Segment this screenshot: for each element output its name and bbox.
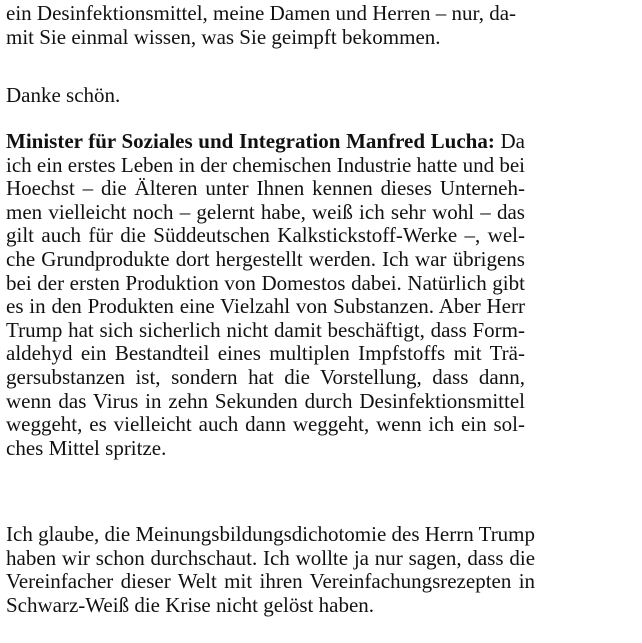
paragraph-continuation bbox=[6, 2, 516, 49]
text-line: gilt auch für die Süddeutschen Kalkstickstoff-Werke –, wel- bbox=[6, 223, 525, 248]
text-line: Hoechst – die Älteren unter Ihnen kennen dieses Unterneh- bbox=[6, 176, 525, 201]
text-line: Trump hat sich sicherlich nicht damit beschäftigt, dass Form- bbox=[6, 317, 525, 342]
text-line: es in den Produkten eine Vielzahl von Substanzen. Aber Herr bbox=[6, 294, 525, 319]
text-line: men vielleicht noch – gelernt habe, weiß ich sehr wohl – das bbox=[6, 199, 525, 224]
text-line: che Grundprodukte dort hergestellt werden. Ich war übrigens bbox=[6, 246, 525, 271]
text-line: gersubstanzen ist, sondern hat die Vorstellung, dass dann, bbox=[6, 364, 525, 389]
text-line: haben wir schon durchschaut. Ich wollte ja nur sagen, dass die bbox=[6, 545, 536, 570]
text-fragment: Da bbox=[494, 129, 525, 153]
text-line: weggeht, es vielleicht auch dann weggeht, wenn ich ein sol- bbox=[6, 412, 525, 437]
text-line: aldehyd ein Bestandteil eines multiplen Impfstoffs mit Trä- bbox=[6, 341, 525, 366]
text-line: Vereinfacher dieser Welt mit ihren Vereinfachungsrezepten in bbox=[6, 569, 536, 594]
text-line: Schwarz-Weiß die Krise nicht gelöst haben. bbox=[6, 592, 375, 617]
paragraph-thanks bbox=[6, 84, 120, 108]
text-line: mit Sie einmal wissen, was Sie geimpft bekommen. bbox=[6, 24, 441, 49]
text-line: ches Mittel spritze. bbox=[6, 435, 167, 460]
text-line: wenn das Virus in zehn Sekunden durch Desinfektionsmittel bbox=[6, 388, 525, 413]
speaker-name: Minister für Soziales und Integration Manfred Lucha: bbox=[6, 129, 495, 153]
text-line-with-speaker bbox=[6, 130, 525, 154]
text-line: Danke schön. bbox=[6, 83, 121, 107]
text-line: bei der ersten Produktion von Domestos dabei. Natürlich gibt bbox=[6, 270, 525, 295]
text-line: ein Desinfektionsmittel, meine Damen und Herren – nur, da- bbox=[6, 1, 517, 25]
paragraph-conclusion bbox=[6, 523, 535, 617]
paragraph-minister-speech bbox=[6, 130, 525, 460]
text-line: ich ein erstes Leben in der chemischen Industrie hatte und bei bbox=[6, 152, 525, 177]
text-line: Ich glaube, die Meinungsbildungsdichotomie des Herrn Trump bbox=[6, 522, 536, 546]
